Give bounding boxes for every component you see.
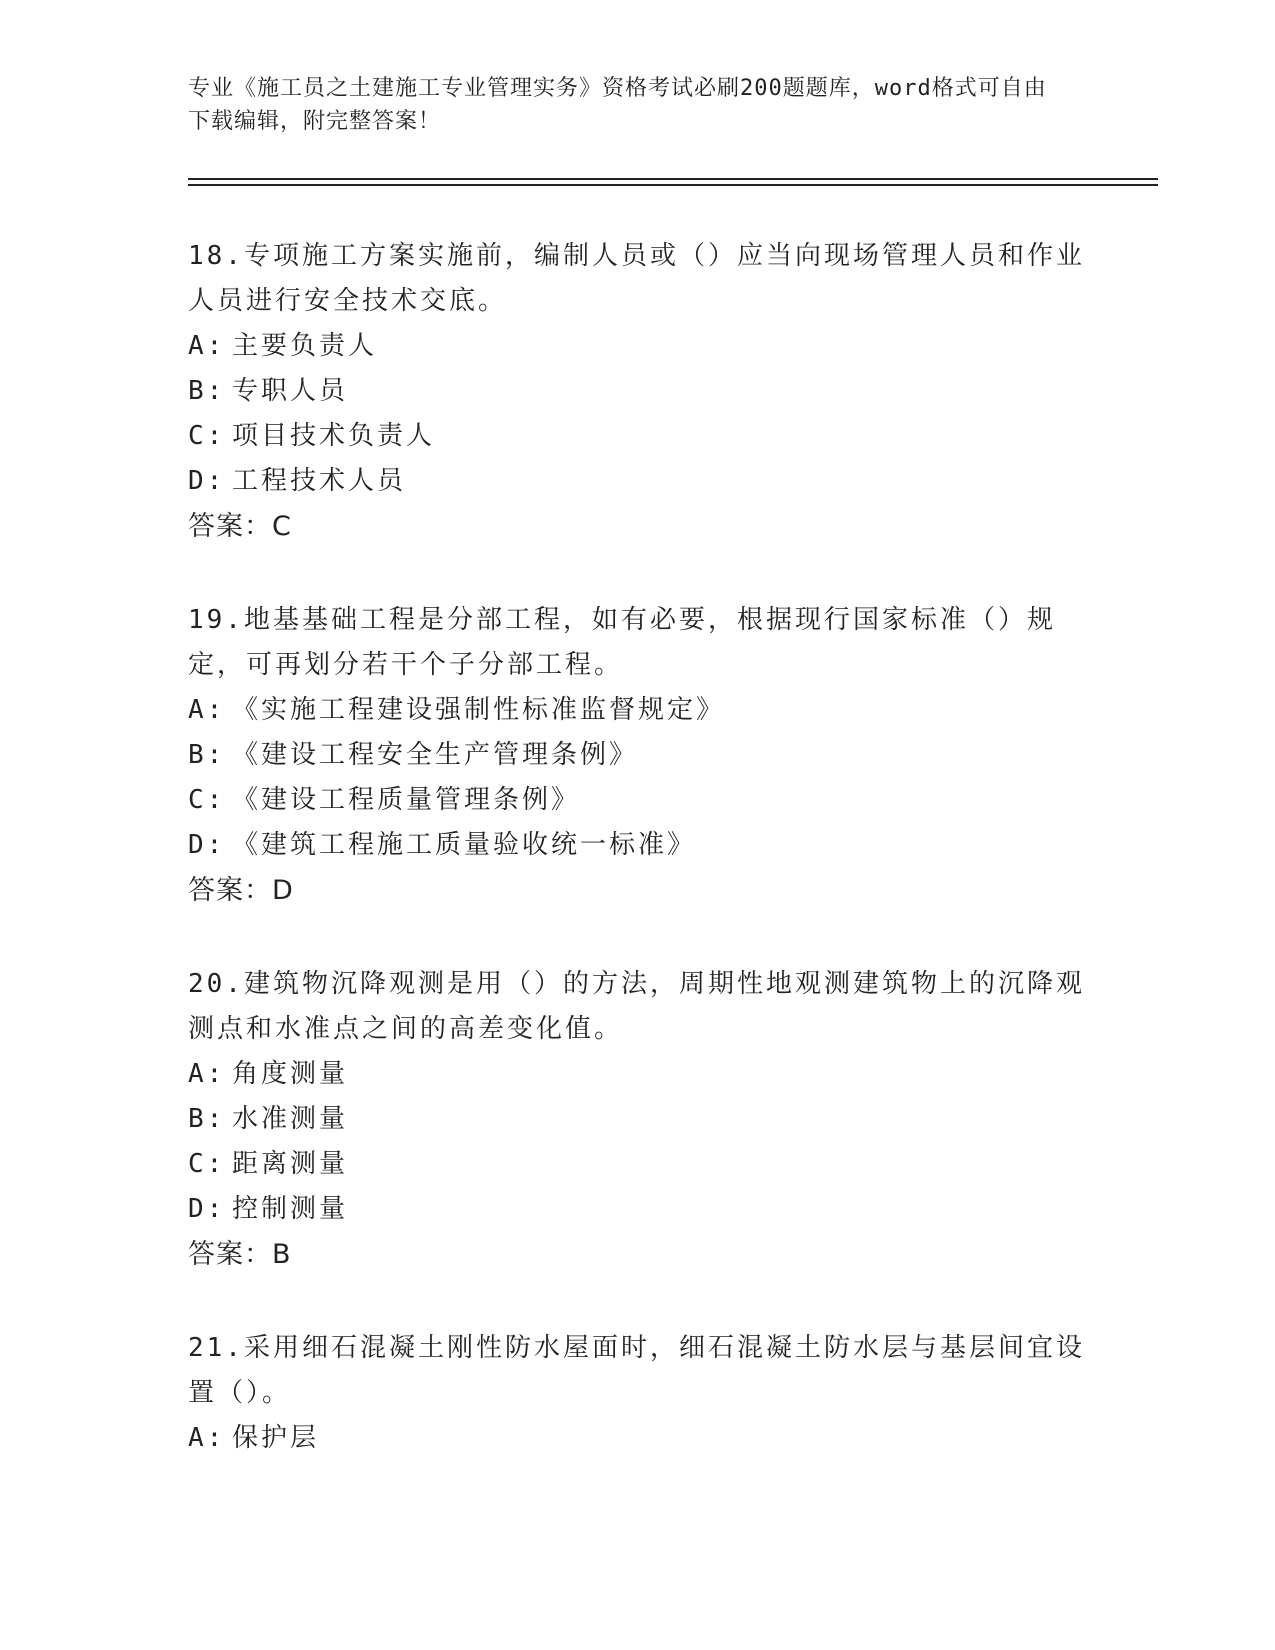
option-c [188, 778, 1088, 823]
option-a [188, 324, 1088, 369]
option-letter: A: [188, 331, 226, 361]
answer-line: 答案：B [188, 1239, 292, 1270]
option-text: 《实施工程建设强制性标准监督规定》 [232, 695, 726, 725]
question-number: 20. [188, 969, 244, 999]
header-divider-bottom [188, 184, 1158, 186]
option-text: 项目技术负责人 [232, 421, 436, 451]
question-18 [188, 234, 1088, 549]
option-letter: B: [188, 740, 226, 770]
option-letter: A: [188, 1059, 226, 1089]
option-c [188, 414, 1088, 459]
question-number: 21. [188, 1333, 244, 1363]
option-b [188, 1097, 1088, 1142]
question-stem: 采用细石混凝土刚性防水屋面时，细石混凝土防水层与基层间宜设置（）。 [188, 1333, 1085, 1408]
option-letter: C: [188, 421, 226, 451]
question-text [188, 598, 1088, 688]
question-19 [188, 598, 1088, 913]
option-text: 专职人员 [232, 376, 349, 406]
option-text: 《建设工程安全生产管理条例》 [232, 740, 639, 770]
answer-line: 答案：C [188, 511, 292, 542]
question-text [188, 1326, 1088, 1416]
option-letter: B: [188, 1104, 226, 1134]
option-b [188, 733, 1088, 778]
question-text [188, 962, 1088, 1052]
option-a [188, 1416, 1088, 1461]
option-c [188, 1142, 1088, 1187]
option-text: 距离测量 [232, 1149, 349, 1179]
option-text: 《建筑工程施工质量验收统一标准》 [232, 830, 697, 860]
option-text: 水准测量 [232, 1104, 349, 1134]
option-letter: C: [188, 1149, 226, 1179]
option-d [188, 459, 1088, 504]
option-a [188, 1052, 1088, 1097]
option-letter: D: [188, 830, 226, 860]
option-letter: A: [188, 695, 226, 725]
question-text [188, 234, 1088, 324]
option-d [188, 1187, 1088, 1232]
document-header: 专业《施工员之土建施工专业管理实务》资格考试必刷200题题库，word格式可自由下载编辑，附完整答案！ [188, 76, 1047, 134]
option-letter: C: [188, 785, 226, 815]
option-text: 角度测量 [232, 1059, 349, 1089]
question-stem: 建筑物沉降观测是用（）的方法，周期性地观测建筑物上的沉降观测点和水准点之间的高差变化值。 [188, 969, 1085, 1044]
question-stem: 地基基础工程是分部工程，如有必要，根据现行国家标准（）规定，可再划分若干个子分部工程。 [188, 605, 1056, 680]
header-divider-top [188, 178, 1158, 180]
question-21 [188, 1326, 1088, 1461]
answer-line: 答案：D [188, 875, 294, 906]
option-text: 《建设工程质量管理条例》 [232, 785, 581, 815]
question-number: 19. [188, 605, 244, 635]
option-a [188, 688, 1088, 733]
question-number: 18. [188, 241, 244, 271]
option-text: 保护层 [232, 1423, 320, 1453]
option-text: 控制测量 [232, 1194, 349, 1224]
option-letter: D: [188, 1194, 226, 1224]
option-letter: D: [188, 466, 226, 496]
option-letter: A: [188, 1423, 226, 1453]
question-20 [188, 962, 1088, 1277]
option-letter: B: [188, 376, 226, 406]
option-text: 工程技术人员 [232, 466, 407, 496]
option-b [188, 369, 1088, 414]
question-stem: 专项施工方案实施前，编制人员或（）应当向现场管理人员和作业人员进行安全技术交底。 [188, 241, 1085, 316]
option-text: 主要负责人 [232, 331, 378, 361]
option-d [188, 823, 1088, 868]
